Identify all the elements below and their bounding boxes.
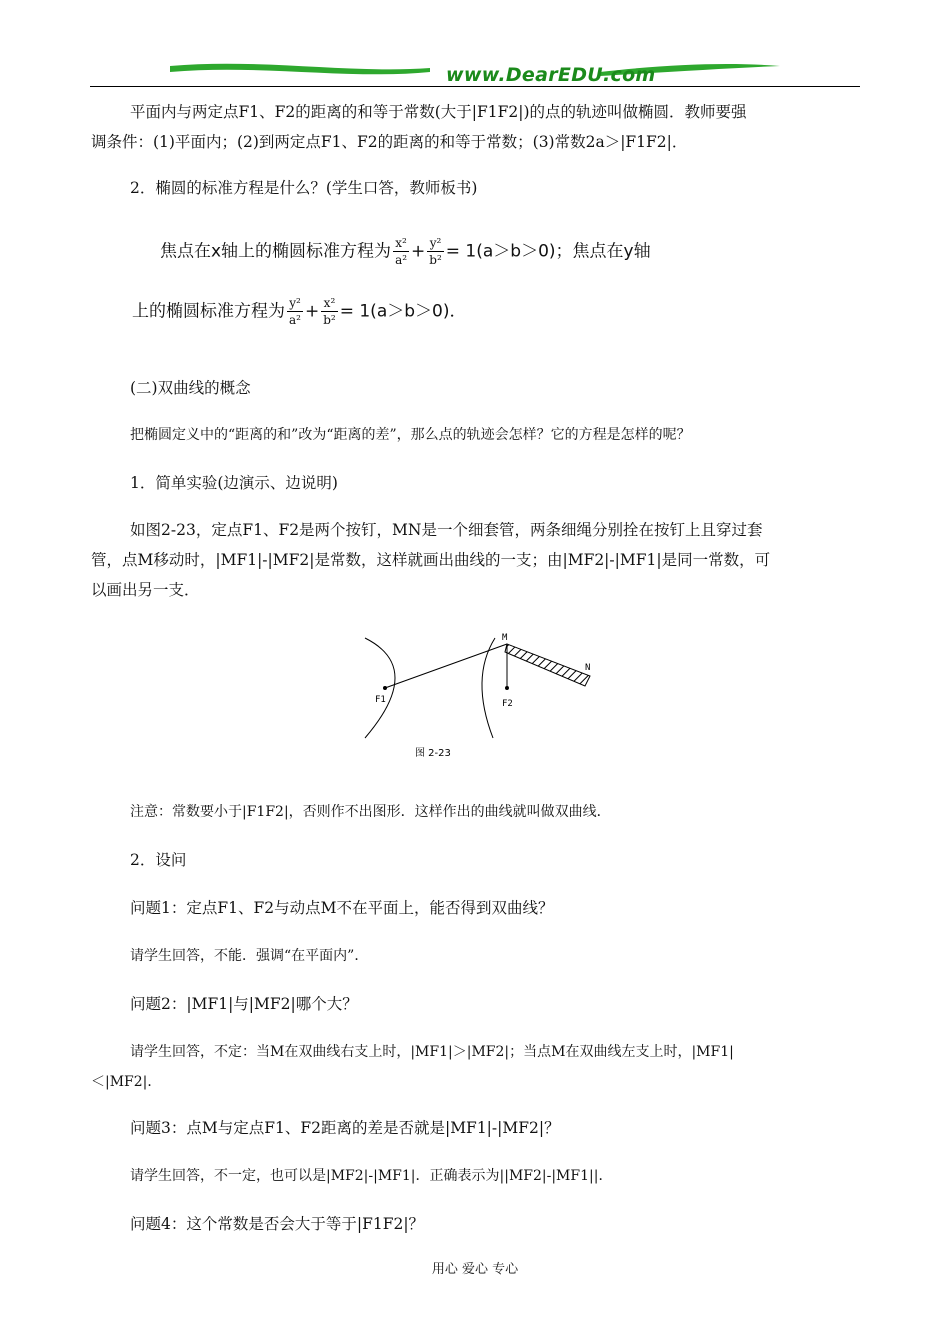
hyperbola-experiment-diagram xyxy=(355,628,605,768)
right-branch-curve xyxy=(482,638,495,738)
paragraph-question-2: 2．椭圆的标准方程是什么？(学生口答，教师板书) xyxy=(130,179,478,197)
fraction-y2-b2: $\frac{\text{y²}}{\text{b²}}$ xyxy=(429,236,442,267)
paragraph-answer-3: 请学生回答，不一定，也可以是|MF2|-|MF1|．正确表示为||MF2|-|MF1||． xyxy=(130,1168,613,1184)
paragraph-answer-2-line-2: ＜|MF2|． xyxy=(91,1074,162,1090)
formula-2-prefix: 上的椭圆标准方程为 xyxy=(132,301,285,322)
paragraph-experiment-line-2: 管，点M移动时，|MF1|-|MF2|是常数，这样就画出曲线的一支；由|MF2|-|MF1|是同一常数，可 xyxy=(91,551,771,569)
paragraph-experiment-line-3: 以画出另一支． xyxy=(91,581,200,599)
formula-2-suffix: = 1(a＞b＞0)． xyxy=(339,301,467,322)
tube-mn xyxy=(505,644,590,686)
formula-1-suffix: = 1(a＞b＞0)；焦点在y轴 xyxy=(445,241,651,262)
paragraph-answer-1: 请学生回答，不能．强调“在平面内”． xyxy=(130,948,369,964)
plus-sign: + xyxy=(411,241,426,262)
page-header xyxy=(90,58,860,92)
label-f1: F1 xyxy=(375,695,386,705)
paragraph-ellipse-definition: 平面内与两定点F1、F2的距离的和等于常数(大于|F1F2|)的点的轨迹叫做椭圆．教师要强 xyxy=(130,103,747,121)
paragraph-questions-title: 2．设问 xyxy=(130,851,187,869)
fraction-x2-a2: $\frac{\text{x²}}{\text{a²}}$ xyxy=(395,236,408,267)
paragraph-experiment-line-1: 如图2-23，定点F1、F2是两个按钉，MN是一个细套管，两条细绳分别拴在按钉上且穿过套 xyxy=(130,521,763,539)
paragraph-question-1: 问题1：定点F1、F2与动点M不在平面上，能否得到双曲线？ xyxy=(130,899,554,917)
paragraph-note: 注意：常数要小于|F1F2|，否则作不出图形．这样作出的曲线就叫做双曲线． xyxy=(130,804,611,820)
fraction-y2-a2: $\frac{\text{y²}}{\text{a²}}$ xyxy=(289,296,301,327)
paragraph-answer-2-line-1: 请学生回答，不定：当M在双曲线右支上时，|MF1|＞|MF2|；当点M在双曲线左支上时，|MF1| xyxy=(130,1044,734,1060)
plus-sign: + xyxy=(304,301,320,322)
paragraph-ellipse-conditions: 调条件：(1)平面内；(2)到两定点F1、F2的距离的和等于常数；(3)常数2a＞|F1F2|． xyxy=(91,133,688,151)
paragraph-question-3: 问题3：点M与定点F1、F2距离的差是否就是|MF1|-|MF2|？ xyxy=(130,1119,560,1137)
section-heading-hyperbola: (二)双曲线的概念 xyxy=(130,379,251,397)
label-n: N xyxy=(585,663,591,673)
label-f2: F2 xyxy=(502,699,513,709)
paragraph-question-2b: 问题2：|MF1|与|MF2|哪个大？ xyxy=(130,995,358,1013)
formula-line-2 xyxy=(132,295,466,328)
site-logo-text[interactable]: www.DearEDU.com xyxy=(446,64,656,86)
paragraph-question-4: 问题4：这个常数是否会大于等于|F1F2|？ xyxy=(130,1215,425,1233)
formula-line-1 xyxy=(160,235,651,268)
page-footer: 用心 爱心 专心 xyxy=(431,1262,519,1277)
label-m: M xyxy=(502,633,508,643)
paragraph-hyperbola-intro: 把椭圆定义中的“距离的和”改为“距离的差”，那么点的轨迹会怎样？它的方程是怎样的呢？ xyxy=(130,427,691,443)
formula-1-prefix: 焦点在x轴上的椭圆标准方程为 xyxy=(160,241,392,262)
fraction-x2-b2: $\frac{\text{x²}}{\text{b²}}$ xyxy=(323,296,336,327)
header-divider xyxy=(90,86,860,87)
figure-2-23 xyxy=(355,628,605,772)
point-f2 xyxy=(505,686,509,690)
string-f1-m xyxy=(385,644,507,688)
left-branch-curve xyxy=(365,638,395,738)
point-f1 xyxy=(383,686,387,690)
paragraph-experiment-title: 1．简单实验(边演示、边说明) xyxy=(130,474,338,492)
figure-caption: 图 2-23 xyxy=(415,748,451,759)
